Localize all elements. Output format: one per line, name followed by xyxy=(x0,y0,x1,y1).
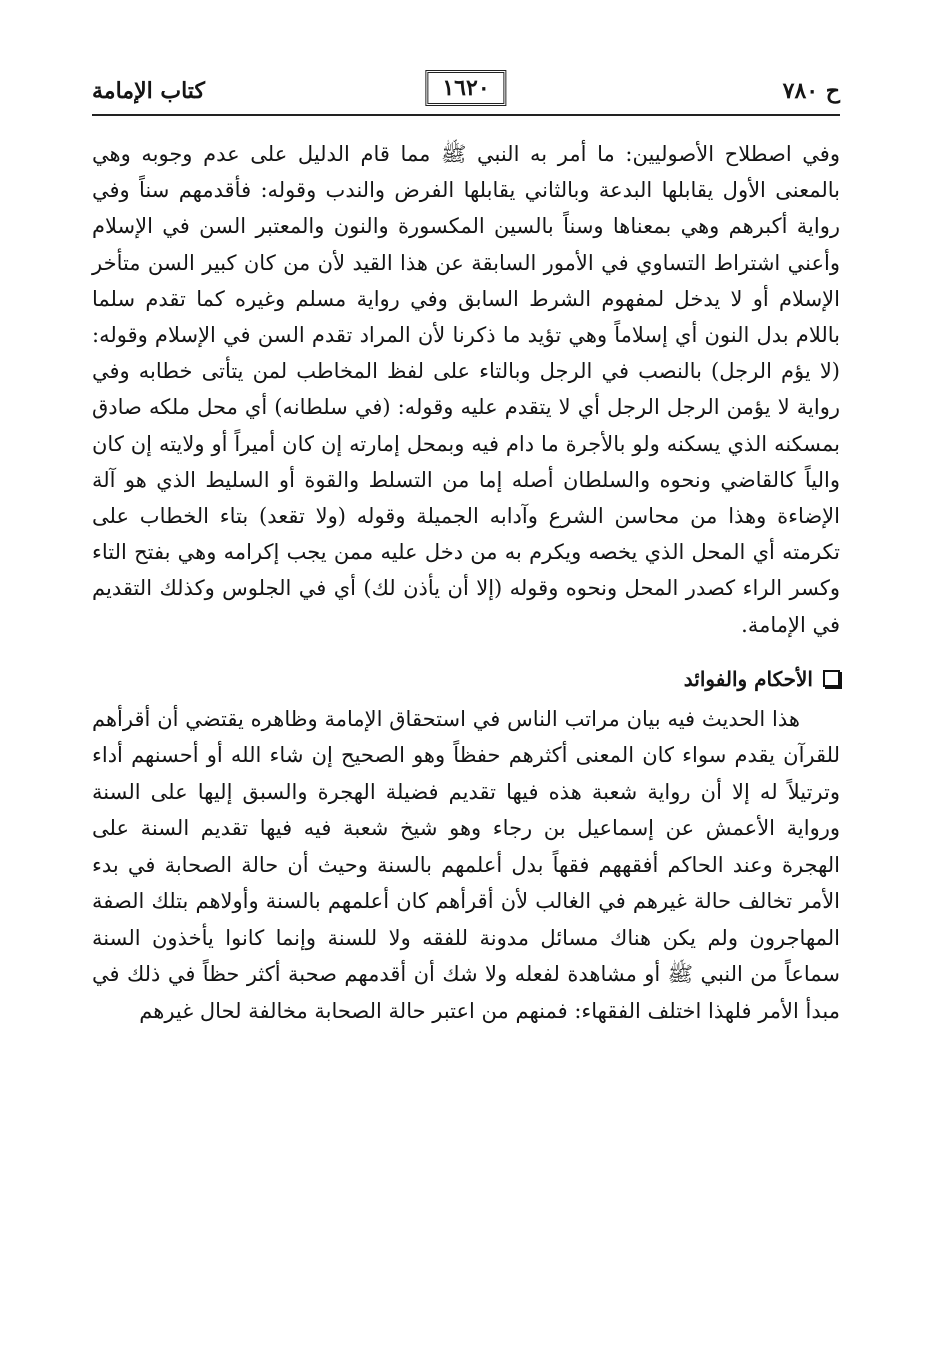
section-heading xyxy=(92,667,840,691)
checkbox-square-icon xyxy=(823,670,840,687)
page-number: ١٦٢٠ xyxy=(425,70,506,106)
section-title: الأحكام والفوائد xyxy=(683,666,813,691)
paragraph: هذا الحديث فيه بيان مراتب الناس في استحقاق الإمامة وظاهره يقتضي أن أقرأهم للقرآن يقدم سواء كان المعنى أكثرهم حفظاً وهو الصحيح إن شاء الله أو أحسنهم أداء وترتيلاً له إلا أن رواية شعبة هذه فيها تقديم فضيلة الهجرة والسبق إليها على السنة ورواية الأعمش عن إسماعيل بن رجاء وهو شيخ شعبة فيه فيها تقديم السنة على الهجرة وعند الحاكم أفقههم فقهاً بدل أعلمهم بالسنة وحيث أن حالة الصحابة في بدء الأمر تخالف حالة غيرهم في الغالب لأن أقرأهم كان أعلمهم بالسنة وأولاهم بتلك الصفة المهاجرون ولم يكن هناك مسائل مدونة للفقه ولا للسنة وإنما كانوا يأخذون السنة سماعاً من النبي ﷺ أو مشاهدة لفعله ولا شك أن أقدمهم صحبة أكثر حظاً في ذلك في مبدأ الأمر فلهذا اختلف الفقهاء: فمنهم من اعتبر حالة الصحابة مخالفة لحال غيرهم xyxy=(92,706,840,1023)
page-header xyxy=(92,70,840,116)
book-title: كتاب الإمامة xyxy=(92,78,205,104)
paragraph: وفي اصطلاح الأصوليين: ما أمر به النبي ﷺ مما قام الدليل على عدم وجوبه وهي بالمعنى الأول يقابلها البدعة وبالثاني يقابلها الفرض والندب وقوله: فأقدمهم سناً وفي رواية أكبرهم وهي بمعناها وسناً بالسين المكسورة والنون والمعتبر السن في الإسلام وأعني اشتراط التساوي في الأمور السابقة عن هذا القيد لأن من كان كبير السن متأخر الإسلام أو لا يدخل لمفهوم الشرط السابق وفي رواية مسلم وغيره كما تقدم سلما باللام بدل النون أي إسلاماً وهي تؤيد ما ذكرنا لأن المراد تقدم السن في الإسلام وقوله: (لا يؤم الرجل) بالنصب في الرجل وبالتاء على لفظ المخاطب لمن يتأتى خطابه وفي رواية لا يؤمن الرجل الرجل أي لا يتقدم عليه وقوله: (في سلطانه) أي محل ملكه صادق بمسكنه الذي يسكنه ولو بالأجرة ما دام فيه وبمحل إمارته إن كان أميراً أو ولايته إن كان والياً كالقاضي ونحوه والسلطان أصله إما من التسلط والقوة أو السليط الذي هو آلة الإضاءة وهذا من محاسن الشرع وآدابه الجميلة وقوله (ولا تقعد) بتاء الخطاب على تكرمته أي المحل الذي يخصه ويكرم به من دخل عليه ممن يجب إكرامه وهي بفتح التاء وكسر الراء كصدر المحل ونحوه وقوله (إلا أن يأذن لك) أي في الجلوس وكذلك التقديم في الإمامة. xyxy=(92,142,840,637)
chapter-number: ح ٧٨٠ xyxy=(782,78,840,104)
book-page xyxy=(92,70,840,1029)
commentary-text xyxy=(92,136,840,643)
rulings-text xyxy=(92,701,840,1030)
